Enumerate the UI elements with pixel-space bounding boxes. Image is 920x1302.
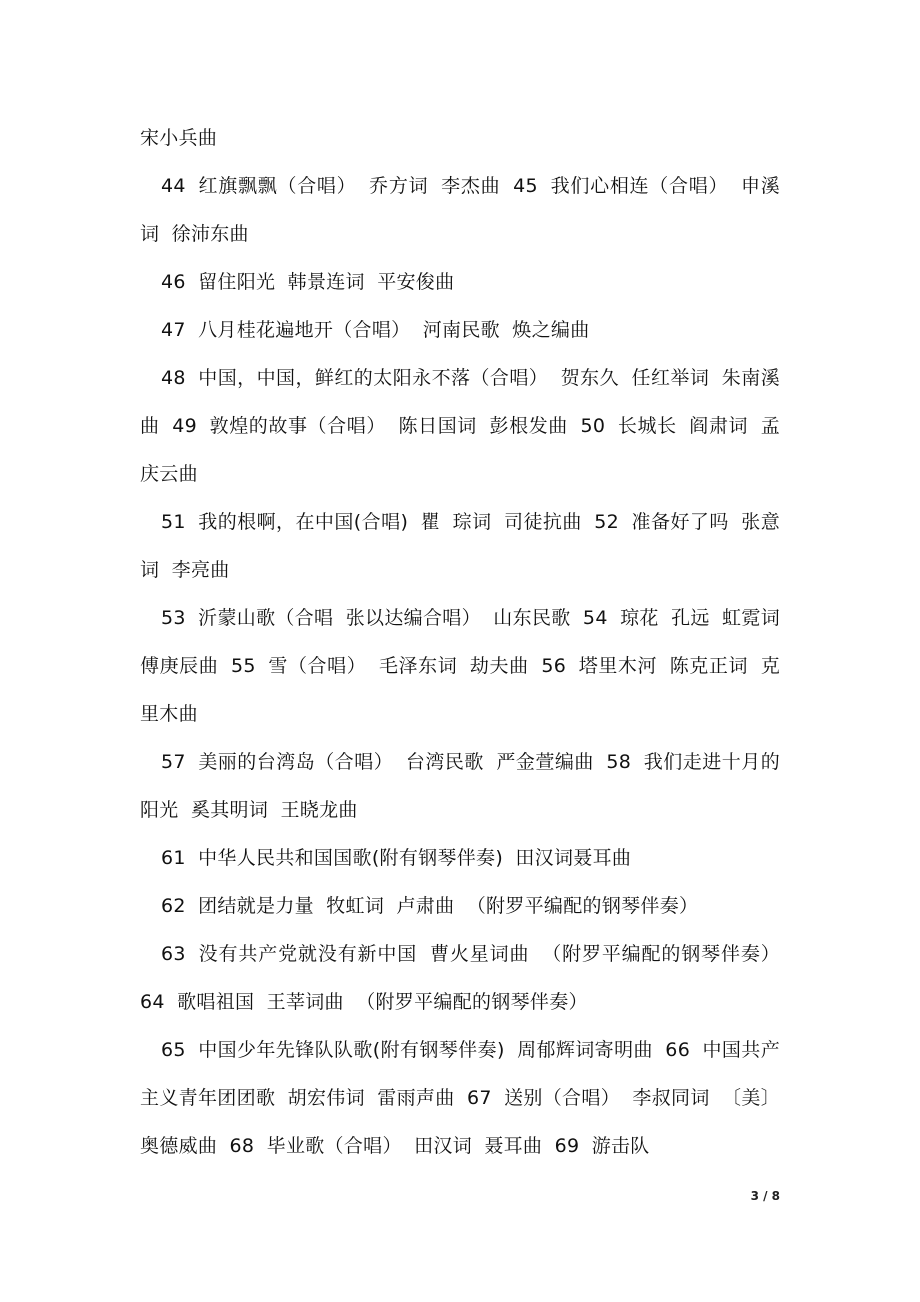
- paragraph: 65 中国少年先锋队队歌(附有钢琴伴奏) 周郁辉词寄明曲 66 中国共产主义青年团团歌 胡宏伟词 雷雨声曲 67 送别（合唱） 李叔同词 〔美〕奥德威曲 68 毕业歌（合唱） 田汉词 聂耳曲 69 游击队: [140, 1039, 780, 1157]
- paragraph: 62 团结就是力量 牧虹词 卢肃曲 （附罗平编配的钢琴伴奏）: [161, 895, 699, 917]
- paragraph: 47 八月桂花遍地开（合唱） 河南民歌 焕之编曲: [161, 319, 590, 341]
- paragraph: 57 美丽的台湾岛（合唱） 台湾民歌 严金萱编曲 58 我们走进十月的阳光 奚其明词 王晓龙曲: [140, 751, 780, 821]
- paragraph: 44 红旗飘飘（合唱） 乔方词 李杰曲 45 我们心相连（合唱） 申溪词 徐沛东曲: [140, 175, 780, 245]
- page-number: 3 / 8: [750, 1189, 780, 1203]
- paragraph: 48 中国，中国，鲜红的太阳永不落（合唱） 贺东久 任红举词 朱南溪曲 49 敦煌的故事（合唱） 陈日国词 彭根发曲 50 长城长 阎肃词 孟庆云曲: [140, 367, 780, 485]
- paragraph-continuation: 宋小兵曲: [140, 127, 218, 149]
- paragraph: 53 沂蒙山歌（合唱 张以达编合唱） 山东民歌 54 琼花 孔远 虹霓词 傅庚辰曲 55 雪（合唱） 毛泽东词 劫夫曲 56 塔里木河 陈克正词 克里木曲: [140, 607, 780, 725]
- paragraph: 51 我的根啊，在中国(合唱) 瞿 琮词 司徒抗曲 52 准备好了吗 张意词 李亮曲: [140, 511, 780, 581]
- paragraph: 63 没有共产党就没有新中国 曹火星词曲 （附罗平编配的钢琴伴奏） 64 歌唱祖国 王莘词曲 （附罗平编配的钢琴伴奏）: [140, 943, 780, 1013]
- paragraph: 46 留住阳光 韩景连词 平安俊曲: [161, 271, 455, 293]
- paragraph: 61 中华人民共和国国歌(附有钢琴伴奏) 田汉词聂耳曲: [161, 847, 632, 869]
- document-body: [140, 114, 780, 1170]
